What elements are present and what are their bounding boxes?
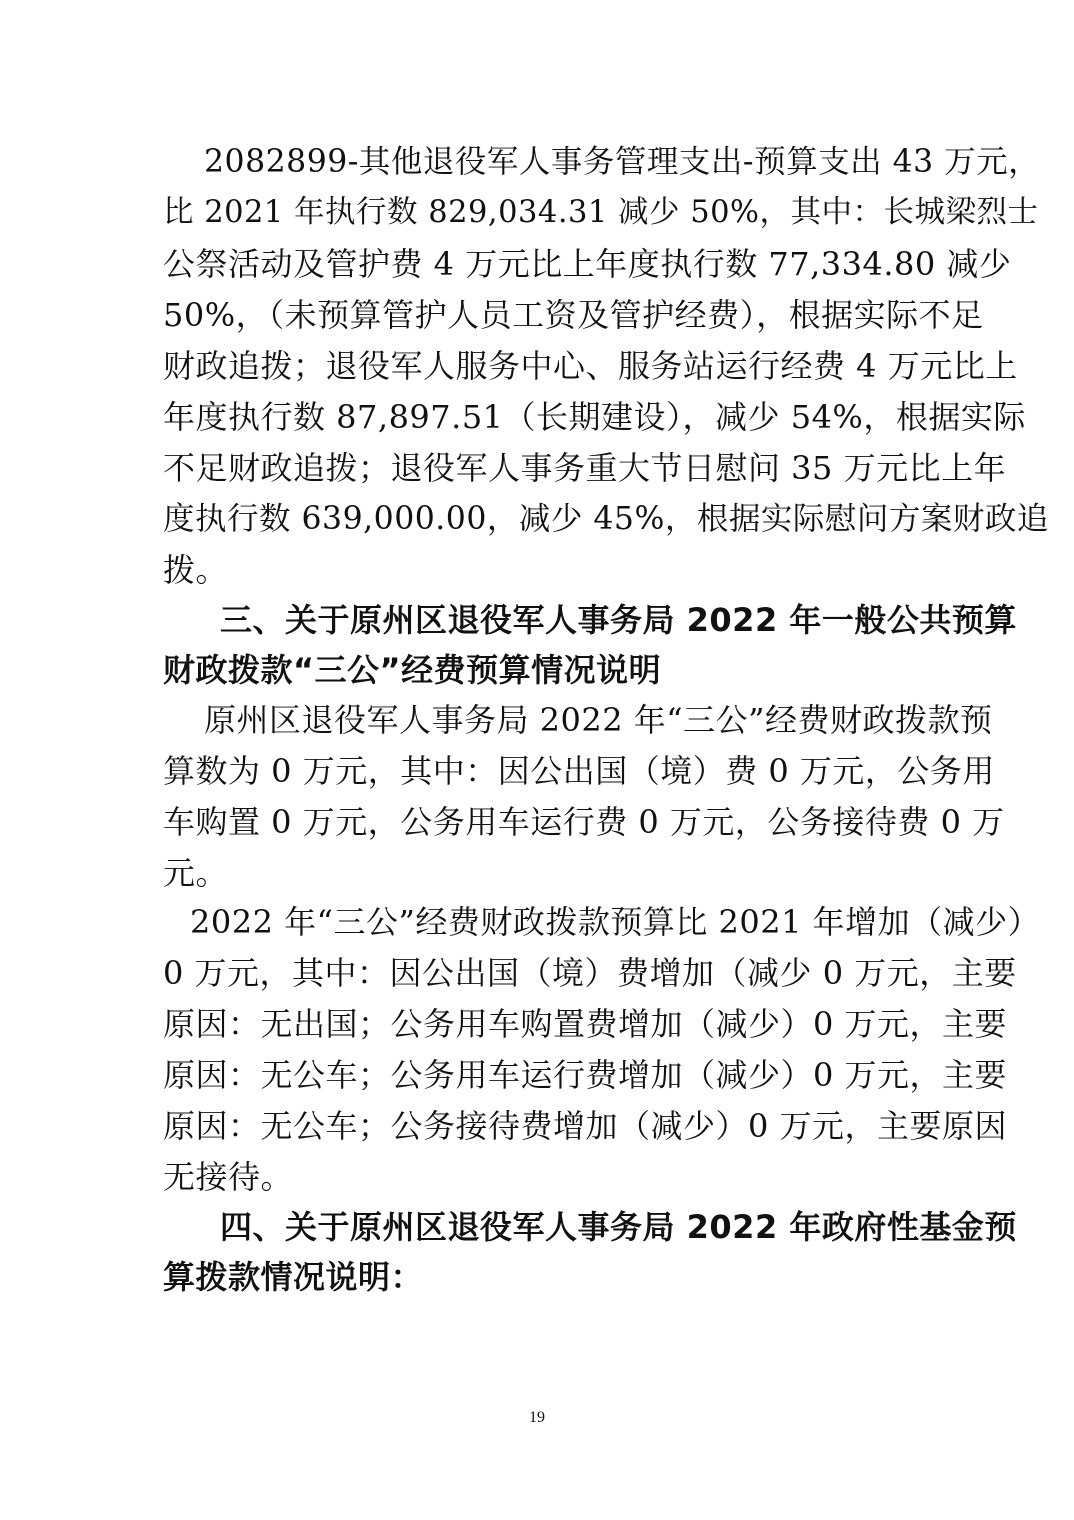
paragraph-1-line-1: 2082899-其他退役军人事务管理支出-预算支出 43 万元， bbox=[204, 144, 1041, 180]
paragraph-1-line-4: 50%，（未预算管护人员工资及管护经费），根据实际不足 bbox=[163, 296, 984, 334]
paragraph-1-line-8: 度执行数 639,000.00，减少 45%，根据实际慰问方案财政追 bbox=[163, 501, 1049, 537]
section-3-heading-line-2: 财政拨款“三公”经费预算情况说明 bbox=[163, 651, 662, 689]
paragraph-3-line-4: 原因：无公车；公务用车运行费增加（减少）0 万元，主要 bbox=[163, 1056, 1008, 1094]
paragraph-3-line-5: 原因：无公车；公务接待费增加（减少）0 万元，主要原因 bbox=[163, 1107, 1008, 1145]
page-number: 19 bbox=[529, 1409, 545, 1426]
paragraph-3-line-3: 原因：无出国；公务用车购置费增加（减少）0 万元，主要 bbox=[163, 1005, 1008, 1043]
paragraph-3-line-2: 0 万元，其中：因公出国（境）费增加（减少 0 万元，主要 bbox=[163, 954, 1017, 992]
paragraph-1-line-5: 财政追拨；退役军人服务中心、服务站运行经费 4 万元比上 bbox=[163, 347, 1018, 385]
paragraph-1-line-3: 公祭活动及管护费 4 万元比上年度执行数 77,334.80 减少 bbox=[163, 245, 1012, 283]
paragraph-1-line-7: 不足财政追拨；退役军人事务重大节日慰问 35 万元比上年 bbox=[163, 449, 1007, 487]
paragraph-1-line-9: 拨。 bbox=[163, 551, 229, 589]
paragraph-2-line-1: 原州区退役军人事务局 2022 年“三公”经费财政拨款预 bbox=[204, 701, 993, 739]
paragraph-1-line-6: 年度执行数 87,897.51（长期建设），减少 54%，根据实际 bbox=[163, 398, 1026, 436]
paragraph-2-line-3: 车购置 0 万元，公务用车运行费 0 万元，公务接待费 0 万 bbox=[163, 803, 1005, 841]
paragraph-1-line-2: 比 2021 年执行数 829,034.31 减少 50%，其中：长城梁烈士 bbox=[163, 195, 1039, 230]
paragraph-2-line-4: 元。 bbox=[163, 854, 229, 892]
paragraph-3-line-6: 无接待。 bbox=[163, 1158, 294, 1196]
section-4-heading-line-1: 四、关于原州区退役军人事务局 2022 年政府性基金预 bbox=[220, 1208, 1017, 1246]
section-3-heading-line-1: 三、关于原州区退役军人事务局 2022 年一般公共预算 bbox=[220, 601, 1017, 639]
paragraph-2-line-2: 算数为 0 万元，其中：因公出国（境）费 0 万元，公务用 bbox=[163, 752, 995, 790]
paragraph-3-line-1: 2022 年“三公”经费财政拨款预算比 2021 年增加（减少） bbox=[190, 903, 1041, 941]
section-4-heading-line-2: 算拨款情况说明： bbox=[163, 1258, 424, 1296]
